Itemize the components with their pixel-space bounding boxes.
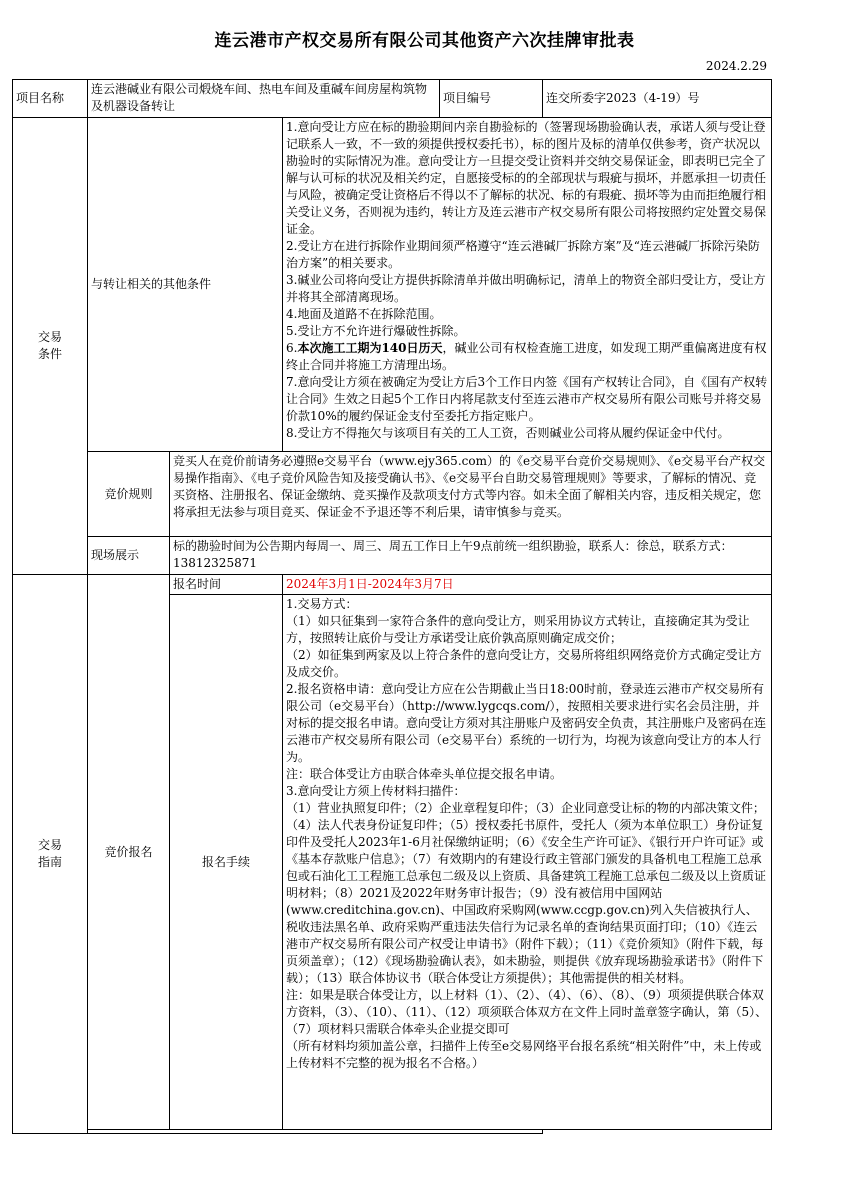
signup-label: 竞价报名 xyxy=(88,575,170,1130)
site-label: 现场展示 xyxy=(88,537,170,575)
project-code-label: 项目编号 xyxy=(440,80,543,118)
signup-procedure-text xyxy=(283,595,772,1130)
condition-item: 6.本次施工工期为140日历天，碱业公司有权检查施工进度，如发现工期严重偏离进度有权终止合同并将施工方清理出场。 xyxy=(286,341,767,372)
trade-guide-label: 交易指南 xyxy=(13,575,88,1134)
procedure-paragraph: 2.报名资格申请：意向受让方应在公告期截止当日18:00时前，登录连云港市产权交易所有限公司（e交易平台）（http://www.lygcqs.com/），按照相关要求进行实名会员注册，并对标的提交报名申请。意向受让方须对其注册账户及密码安全负责，其注册账户及密码在连云港市产权交易所有限公司（e交易平台）系统的一切行为，均视为该意向受让方的本人行为。 xyxy=(286,682,767,764)
procedure-paragraph: 3.意向受让方须上传材料扫描件： xyxy=(286,784,466,798)
project-row xyxy=(13,80,772,118)
condition-item: 1.意向受让方应在标的勘验期间内亲自勘验标的（签署现场勘验确认表，承诺人须与受让登记联系人一致，不一致的须提供授权委托书），标的图片及标的清单仅供参考，资产状况以勘验时的实际情况为准。意向受让方一旦提交受让资料并交纳交易保证金，即表明已完全了解与认可标的状况及相关约定，自愿接受标的的全部现状与瑕疵与损坏，并愿承担一切责任与风险，被确定受让资格后不得以不了解标的状况、标的有瑕疵、损坏等为由而拒绝履行相关受让义务，否则视为违约，转让方及连云港市产权交易所有限公司将按照约定处置交易保证金。 xyxy=(286,120,767,236)
project-name-value: 连云港碱业有限公司煅烧车间、热电车间及重碱车间房屋构筑物及机器设备转让 xyxy=(88,80,440,118)
other-conditions-text xyxy=(283,118,772,452)
signup-procedure-label: 报名手续 xyxy=(170,595,283,1130)
condition-item: 5.受让方不允许进行爆破性拆除。 xyxy=(286,324,466,338)
condition-item: 3.碱业公司将向受让方提供拆除清单并做出明确标记，清单上的物资全部归受让方，受让方并将其全部清离现场。 xyxy=(286,273,766,304)
signup-time-value: 2024年3月1日-2024年3月7日 xyxy=(283,575,772,595)
procedure-paragraph: （1）营业执照复印件；（2）企业章程复印件；（3）企业同意受让标的物的内部决策文件；（4）法人代表身份证复印件；（5）授权委托书原件，受托人（须为本单位职工）身份证复印件及受托人2023年1-6月社保缴纳证明；（6）《安全生产许可证》、《银行开户许可证》或《基本存款账户信息》；（7）有效期内的有建设行政主管部门颁发的具备机电工程施工总承包或石油化工工程施工总承包二级及以上资质、具备建筑工程施工总承包二级及以上资质证明材料；（8）2021及2022年财务审计报告；（9）没有被信用中国网站(www.creditchina.gov.cn)、中国政府采购网(www.ccgp.gov.cn)列入失信被执行人、税收违法黑名单、政府采购严重违法失信行为记录名单的查询结果页面打印；（10）《连云港市产权交易所有限公司产权受让申请书》（附件下载）；（11）《竞价须知》（附件下载，每页须盖章）；（12）《现场勘验确认表》，如未勘验，则提供《放弃现场勘验承诺书》（附件下载）；（13）联合体协议书（联合体受让方须提供）；其他需提供的相关材料。 xyxy=(286,801,767,985)
condition-item: 2.受让方在进行拆除作业期间须严格遵守“连云港碱厂拆除方案”及“连云港碱厂拆除污染防治方案”的相关要求。 xyxy=(286,239,760,270)
procedure-paragraph: 注：联合体受让方由联合体牵头单位提交报名申请。 xyxy=(286,767,563,781)
bidding-rules-text: 竞买人在竞价前请务必遵照e交易平台（www.ejy365.com）的《e交易平台竞价交易规则》、《e交易平台产权交易操作指南》、《电子竞价风险告知及接受确认书》、《e交易平台自助交易管理规则》等要求，了解标的情况、竞买资格、注册报名、保证金缴纳、竞买操作及款项支付方式等内容。如未全面了解相关内容，违反相关规定，您将承担无法参与项目竞买、保证金不予退还等不利后果，请审慎参与竞买。 xyxy=(170,452,772,537)
procedure-paragraph: （所有材料均须加盖公章，扫描件上传至e交易网络平台报名系统“相关附件”中，未上传或上传材料不完整的视为报名不合格。） xyxy=(286,1039,762,1070)
bidding-rules-row xyxy=(13,452,772,537)
condition-item: 8.受让方不得拖欠与该项目有关的工人工资，否则碱业公司将从履约保证金中代付。 xyxy=(286,426,730,440)
page-title: 连云港市产权交易所有限公司其他资产六次挂牌审批表 xyxy=(214,31,635,51)
procedure-paragraph: （1）如只征集到一家符合条件的意向受让方，则采用协议方式转让，直接确定其为受让方，按照转让底价与受让方承诺受让底价孰高原则确定成交价； xyxy=(286,614,750,645)
condition-item: 7.意向受让方须在被确定为受让方后3个工作日内签《国有产权转让合同》，自《国有产权转让合同》生效之日起5个工作日内将尾款支付至连云港市产权交易所有限公司账号并将交易价款10%的履约保证金支付至委托方指定账户。 xyxy=(286,375,768,423)
procedure-paragraph: 1.交易方式： xyxy=(286,597,358,611)
signup-time-row xyxy=(13,575,772,595)
other-conditions-row xyxy=(13,118,772,452)
approval-table xyxy=(12,79,772,1134)
other-conditions-label: 与转让相关的其他条件 xyxy=(88,118,283,452)
site-row xyxy=(13,537,772,575)
table-bottom-cell xyxy=(88,1130,543,1134)
table-bottom-row xyxy=(13,1130,772,1134)
signup-time-label: 报名时间 xyxy=(170,575,283,595)
trade-conditions-label: 交易条件 xyxy=(13,118,88,575)
condition-item: 4.地面及道路不在拆除范围。 xyxy=(286,307,442,321)
site-text: 标的勘验时间为公告期内每周一、周三、周五工作日上午9点前统一组织勘验，联系人：徐总，联系方式：13812325871 xyxy=(170,537,772,575)
date-label: 2024.2.29 xyxy=(705,59,767,73)
project-code-value: 连交所委字2023（4-19）号 xyxy=(543,80,772,118)
project-name-label: 项目名称 xyxy=(13,80,88,118)
bidding-rules-label: 竞价规则 xyxy=(88,452,170,537)
procedure-paragraph: （2）如征集到两家及以上符合条件的意向受让方，交易所将组织网络竞价方式确定受让方及成交价。 xyxy=(286,648,762,679)
procedure-paragraph: 注：如果是联合体受让方，以上材料（1）、（2）、（4）、（6）、（8）、（9）项须提供联合体双方资料，（3）、（10）、（11）、（12）项须联合体双方在文件上同时盖章签字确认，第（5）、（7）项材料只需联合体牵头企业提交即可 xyxy=(286,988,768,1036)
